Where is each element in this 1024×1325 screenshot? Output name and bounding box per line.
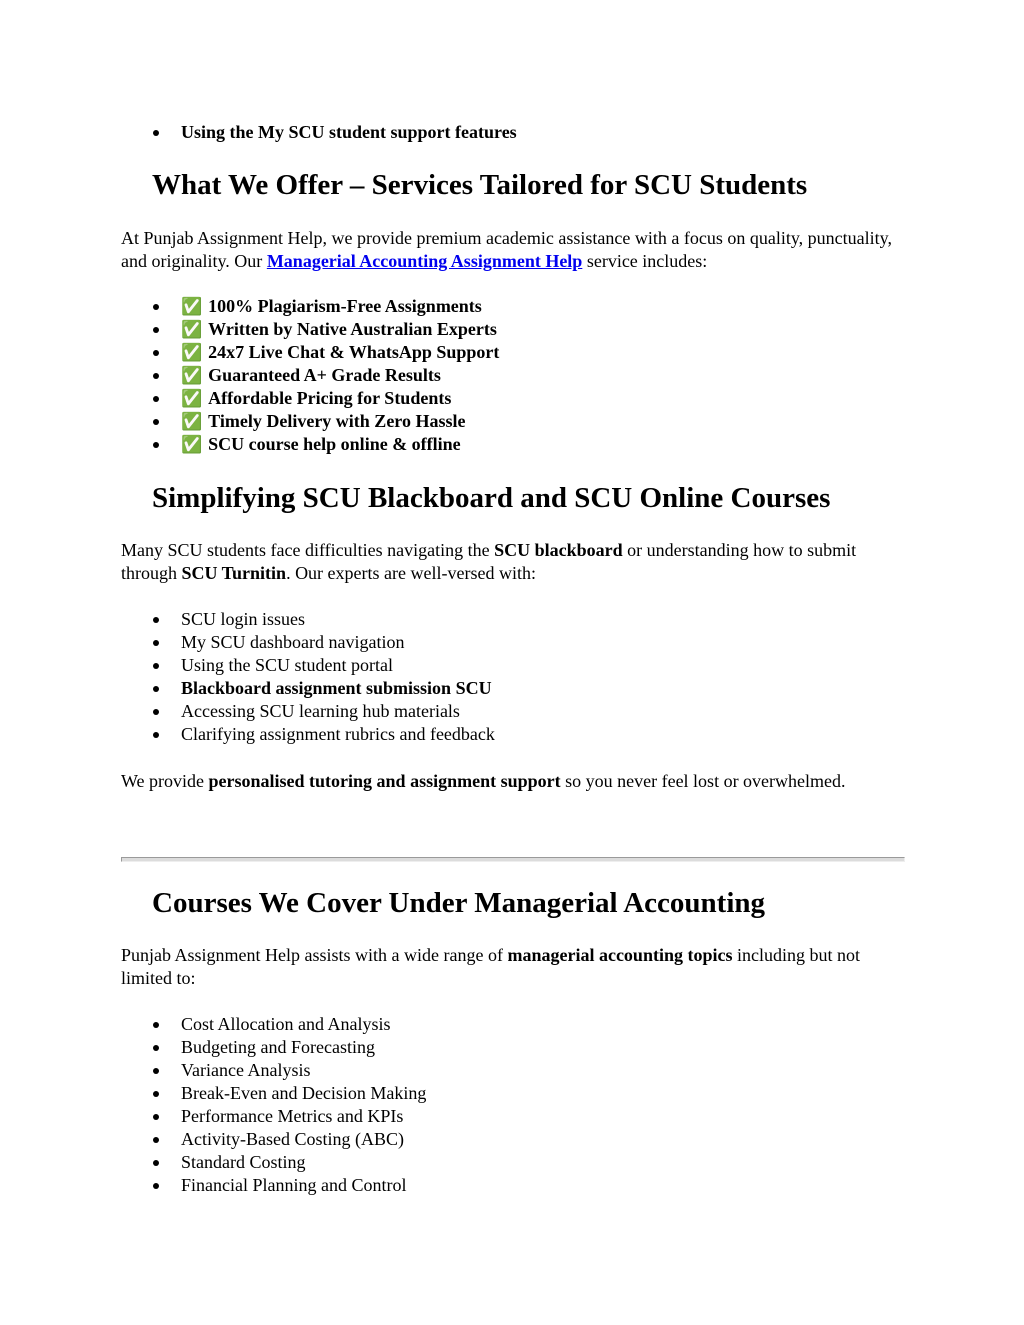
blackboard-intro-paragraph [121,539,911,585]
list-item [121,1105,426,1128]
check-mark-icon: ✅ [181,412,203,432]
list-item [121,608,495,631]
bullet-icon [153,663,159,669]
bullet-icon [153,1091,159,1097]
check-mark-icon: ✅ [181,320,203,340]
list-item [121,387,499,410]
check-mark-icon: ✅ [181,343,203,363]
list-item [121,433,499,456]
list-item-text: Standard Costing [181,1152,306,1172]
list-item [121,631,495,654]
bullet-icon [153,1022,159,1028]
bullet-icon [153,1137,159,1143]
offer-feature-list [121,295,499,456]
bullet-icon [153,419,159,425]
section-heading-blackboard: Simplifying SCU Blackboard and SCU Online Courses [152,482,831,514]
bullet-icon [153,373,159,379]
list-item [121,341,499,364]
bullet-icon [153,442,159,448]
blackboard-outro-paragraph [121,770,911,793]
check-mark-icon: ✅ [181,389,203,409]
list-item-text: Variance Analysis [181,1060,311,1080]
list-item-text: Financial Planning and Control [181,1175,407,1195]
section-heading-courses: Courses We Cover Under Managerial Accounting [152,887,766,919]
horizontal-divider [121,857,905,862]
check-mark-icon: ✅ [181,366,203,386]
list-item [121,364,499,387]
blackboard-intro-text: Many SCU students face difficulties navigating the [121,540,495,560]
bullet-icon [153,1068,159,1074]
courses-intro-text-end: including but not limited to: [121,945,860,988]
bullet-icon [153,327,159,333]
list-item [121,121,517,144]
bullet-icon [153,350,159,356]
list-item [121,1174,426,1197]
bullet-icon [153,130,159,136]
list-item-text: Budgeting and Forecasting [181,1037,375,1057]
top-bullet-list [121,121,517,144]
bullet-icon [153,1160,159,1166]
managerial-accounting-help-link[interactable]: Managerial Accounting Assignment Help [266,251,583,271]
check-mark-icon: ✅ [181,435,203,455]
bullet-icon [153,617,159,623]
courses-intro-paragraph [121,944,911,990]
section-heading-offer: What We Offer – Services Tailored for SCU Students [152,169,808,201]
list-item-text: Clarifying assignment rubrics and feedback [181,724,495,744]
bullet-icon [153,396,159,402]
tutoring-support-term: personalised tutoring and assignment support [208,771,561,791]
list-item-text: Using the SCU student portal [181,655,393,675]
courses-topics-list [121,1013,426,1197]
list-item [121,677,495,700]
list-item-text: Guaranteed A+ Grade Results [208,365,441,385]
scu-turnitin-term: SCU Turnitin [181,563,287,583]
list-item [121,318,499,341]
offer-intro-text: At Punjab Assignment Help, we provide premium academic assistance with a focus on quality, punctuality, and originality. Our [121,228,892,271]
blackboard-intro-text-mid: or understanding how to submit through [121,540,857,583]
blackboard-topics-list [121,608,495,746]
bullet-icon [153,1114,159,1120]
list-item-text: SCU course help online & offline [208,434,461,454]
list-item-text: Activity-Based Costing (ABC) [181,1129,404,1149]
offer-intro-text-end: service includes: [582,251,708,271]
bullet-icon [153,1183,159,1189]
list-item-text: Written by Native Australian Experts [208,319,497,339]
list-item-text: Using the My SCU student support features [181,122,517,142]
list-item [121,410,499,433]
list-item-text: Accessing SCU learning hub materials [181,701,460,721]
blackboard-outro-text: We provide [121,771,209,791]
scu-blackboard-term: SCU blackboard [494,540,623,560]
list-item [121,700,495,723]
bullet-icon [153,686,159,692]
list-item-text: 24x7 Live Chat & WhatsApp Support [208,342,500,362]
list-item-text: Timely Delivery with Zero Hassle [208,411,466,431]
list-item [121,1036,426,1059]
bullet-icon [153,732,159,738]
courses-intro-text: Punjab Assignment Help assists with a wide range of [121,945,508,965]
list-item [121,723,495,746]
bullet-icon [153,304,159,310]
list-item [121,1128,426,1151]
managerial-accounting-topics-term: managerial accounting topics [507,945,733,965]
list-item-text: Blackboard assignment submission SCU [181,678,492,698]
list-item [121,295,499,318]
bullet-icon [153,1045,159,1051]
blackboard-outro-text-end: so you never feel lost or overwhelmed. [560,771,846,791]
list-item-text: Performance Metrics and KPIs [181,1106,404,1126]
blackboard-intro-text-end: . Our experts are well-versed with: [286,563,536,583]
offer-intro-paragraph [121,227,911,273]
list-item-text: Affordable Pricing for Students [208,388,452,408]
list-item-text: My SCU dashboard navigation [181,632,405,652]
list-item [121,1151,426,1174]
list-item [121,654,495,677]
list-item-text: SCU login issues [181,609,306,629]
list-item-text: 100% Plagiarism-Free Assignments [208,296,482,316]
list-item [121,1013,426,1036]
list-item [121,1082,426,1105]
check-mark-icon: ✅ [181,297,203,317]
list-item-text: Cost Allocation and Analysis [181,1014,391,1034]
list-item [121,1059,426,1082]
bullet-icon [153,640,159,646]
list-item-text: Break-Even and Decision Making [181,1083,427,1103]
bullet-icon [153,709,159,715]
